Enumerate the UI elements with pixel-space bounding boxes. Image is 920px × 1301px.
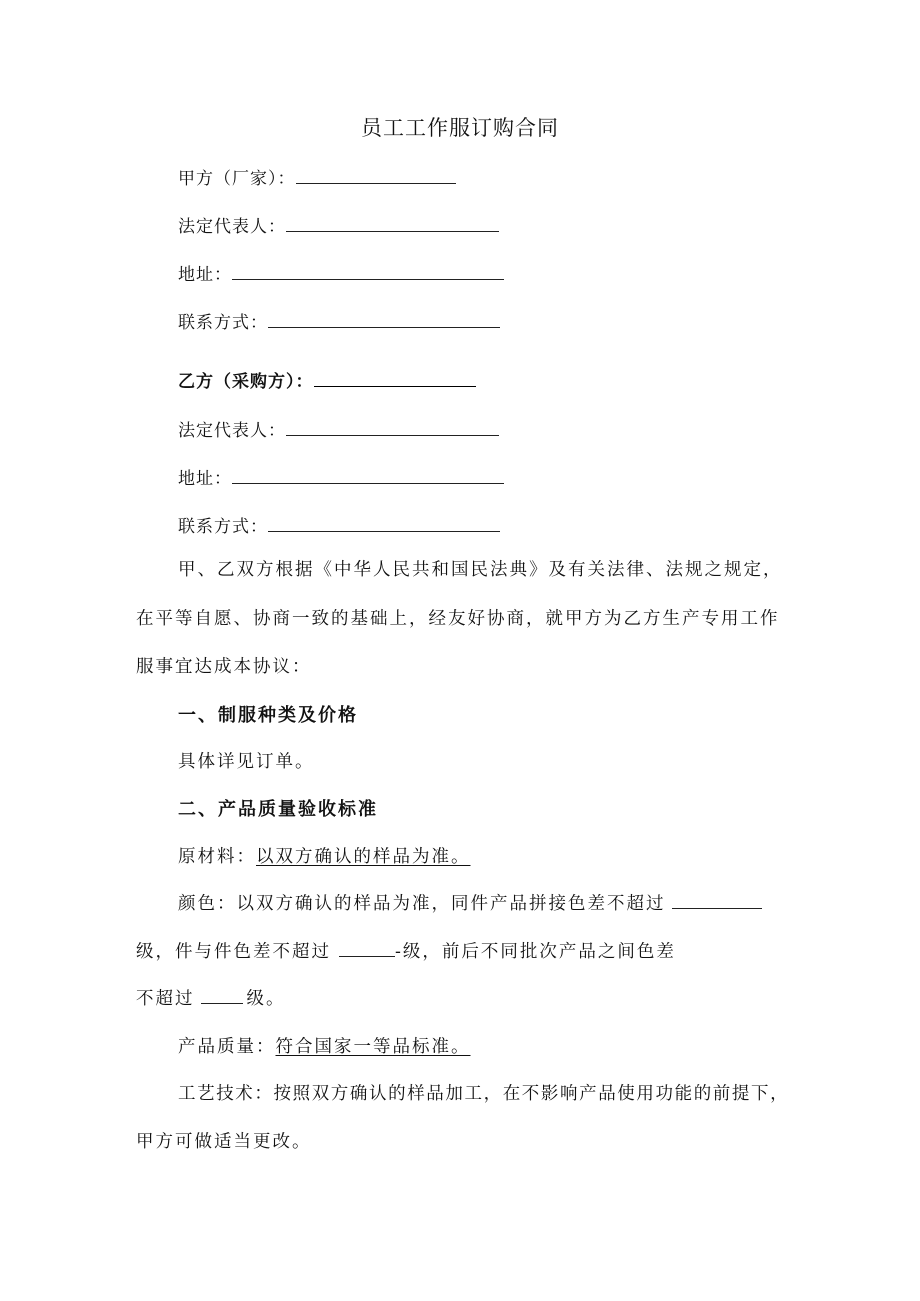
intro-line-2: 在平等自愿、协商一致的基础上，经友好协商，就甲方为乙方生产专用工作 <box>136 609 780 629</box>
material-value: 以双方确认的样品为准。 <box>256 847 471 867</box>
color-text-2a: 级，件与件色差不超过 <box>136 942 331 962</box>
party-a-address-blank[interactable] <box>232 265 504 280</box>
intro-line-1: 甲、乙双方根据《中华人民共和国民法典》及有关法律、法规之规定， <box>178 560 783 580</box>
party-a-rep-label: 法定代表人： <box>178 217 286 237</box>
party-b-rep-blank[interactable] <box>286 421 499 436</box>
party-b-name-blank[interactable] <box>314 372 476 387</box>
party-a-contact-label: 联系方式： <box>178 313 268 333</box>
quality-value: 符合国家一等品标准。 <box>275 1037 471 1057</box>
color-text-1: 颜色：以双方确认的样品为准，同件产品拼接色差不超过 <box>178 894 666 914</box>
party-b-address-field <box>178 464 504 489</box>
material-label: 原材料： <box>178 847 256 867</box>
party-b-address-label: 地址： <box>178 469 232 489</box>
party-b-rep-label: 法定代表人： <box>178 421 286 441</box>
craft-line-2: 甲方可做适当更改。 <box>136 1132 312 1152</box>
material-line <box>178 843 471 868</box>
color-line-2 <box>136 938 676 963</box>
party-b-name-label: 乙方（采购方）： <box>178 372 314 392</box>
document-title: 员工工作服订购合同 <box>361 116 559 140</box>
splice-color-diff-blank[interactable] <box>672 894 762 909</box>
quality-label: 产品质量： <box>178 1037 276 1057</box>
party-a-name-blank[interactable] <box>296 169 456 184</box>
party-a-contact-blank[interactable] <box>268 313 500 328</box>
party-b-address-blank[interactable] <box>232 469 504 484</box>
color-line-1 <box>178 890 762 915</box>
quality-line <box>178 1033 471 1058</box>
party-b-name-field <box>178 367 476 392</box>
craft-line-1: 工艺技术：按照双方确认的样品加工，在不影响产品使用功能的前提下， <box>178 1084 790 1104</box>
party-a-name-field <box>178 164 456 189</box>
party-b-rep-field <box>178 416 499 441</box>
party-a-rep-field <box>178 212 499 237</box>
party-a-contact-field <box>178 308 500 333</box>
intro-line-3: 服事宜达成本协议： <box>136 657 312 677</box>
color-text-2b: -级，前后不同批次产品之间色差 <box>395 942 676 962</box>
party-a-address-label: 地址： <box>178 265 232 285</box>
piece-color-diff-blank[interactable] <box>339 942 395 957</box>
party-a-rep-blank[interactable] <box>286 217 499 232</box>
party-b-contact-blank[interactable] <box>268 517 500 532</box>
color-line-3 <box>136 985 286 1010</box>
section-2-heading: 二、产品质量验收标准 <box>178 799 378 820</box>
color-text-3b: 级。 <box>246 989 286 1009</box>
party-b-contact-label: 联系方式： <box>178 517 268 537</box>
party-b-contact-field <box>178 512 500 537</box>
party-a-address-field <box>178 260 504 285</box>
batch-color-diff-blank[interactable] <box>201 989 243 1004</box>
color-text-3a: 不超过 <box>136 989 195 1009</box>
party-a-name-label: 甲方（厂家）： <box>178 169 296 189</box>
section-1-body: 具体详见订单。 <box>178 752 315 772</box>
section-1-heading: 一、制服种类及价格 <box>178 705 358 726</box>
